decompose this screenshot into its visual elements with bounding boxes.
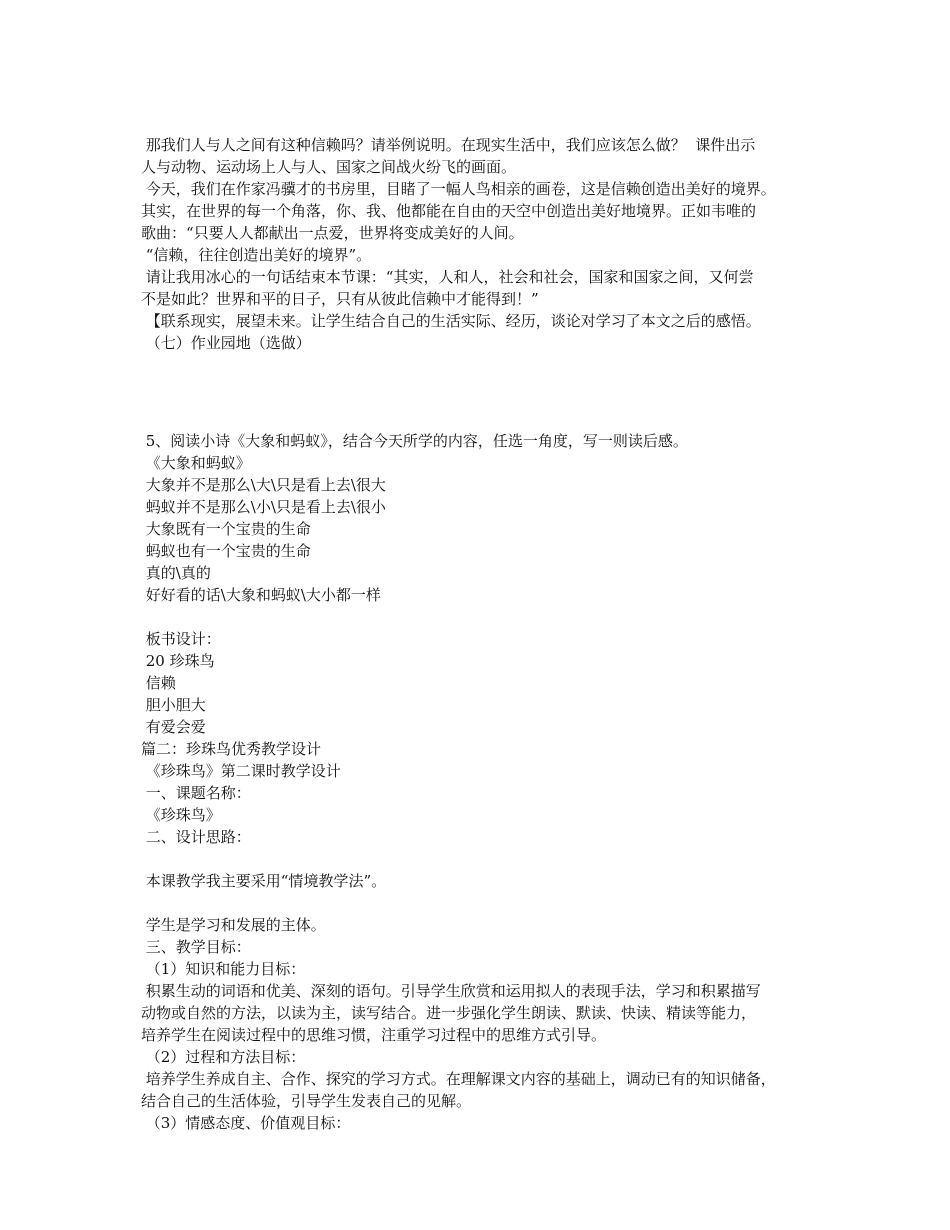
- text-line: 积累生动的词语和优美、深刻的语句。引导学生欣赏和运用拟人的表现手法，学习和积累描写: [141, 982, 761, 1000]
- poem-line: 蚂蚁并不是那么\小\只是看上去\很小: [141, 498, 386, 516]
- text-line: 其实，在世界的每一个角落，你、我、他都能在自由的天空中创造出美好地境界。正如韦唯的: [141, 202, 757, 220]
- poem-line: 真的\真的: [141, 564, 211, 582]
- text-line: 人与动物、运动场上人与人、国家之间战火纷飞的画面。: [141, 158, 517, 176]
- text-line: 本课教学我主要采用“情境教学法”。: [141, 872, 387, 890]
- text-line: 有爱会爱: [141, 718, 206, 736]
- section-heading: 二、设计思路：: [141, 828, 251, 846]
- text-line: 请让我用冰心的一句话结束本节课：“其实，人和人，社会和社会，国家和国家之间，又何尝: [141, 268, 754, 286]
- text-line: 培养学生养成自主、合作、探究的学习方式。在理解课文内容的基础上，调动已有的知识储备，: [141, 1070, 776, 1088]
- board-design-heading: 板书设计：: [141, 630, 221, 648]
- poem-line: 蚂蚁也有一个宝贵的生命: [141, 542, 311, 560]
- text-line: 20 珍珠鸟: [141, 652, 215, 670]
- poem-line: 大象既有一个宝贵的生命: [141, 520, 311, 538]
- poem-line: 大象并不是那么\大\只是看上去\很大: [141, 476, 386, 494]
- section-heading: 一、课题名称：: [141, 784, 251, 802]
- section-heading: 三、教学目标：: [141, 938, 251, 956]
- poem-line: 好好看的话\大象和蚂蚁\大小都一样: [141, 586, 381, 604]
- subsection-heading: （1）知识和能力目标：: [141, 960, 306, 978]
- text-line: 不是如此？世界和平的日子，只有从彼此信赖中才能得到！”: [141, 290, 539, 308]
- text-line: 培养学生在阅读过程中的思维习惯，注重学习过程中的思维方式引导。: [141, 1026, 607, 1044]
- text-line: 胆小胆大: [141, 696, 206, 714]
- text-line: 歌曲：“只要人人都献出一点爱，世界将变成美好的人间。: [141, 224, 524, 242]
- text-line: 结合自己的生活体验，引导学生发表自己的见解。: [141, 1092, 472, 1110]
- text-line: 学生是学习和发展的主体。: [141, 916, 326, 934]
- text-line: 《珍珠鸟》第二课时教学设计: [141, 762, 341, 780]
- section-heading: （七）作业园地（选做）: [141, 334, 311, 352]
- subsection-heading: （2）过程和方法目标：: [141, 1048, 306, 1066]
- text-line: 《珍珠鸟》: [141, 806, 221, 824]
- text-line: 今天，我们在作家冯骥才的书房里，目睹了一幅人鸟相亲的画卷，这是信赖创造出美好的境界。: [141, 180, 776, 198]
- text-line: “信赖，往往创造出美好的境界”。: [141, 246, 372, 264]
- subsection-heading: （3）情感态度、价值观目标：: [141, 1114, 351, 1132]
- text-line: 信赖: [141, 674, 176, 692]
- text-line: 5、阅读小诗《大象和蚂蚁》，结合今天所学的内容，任选一角度，写一则读后感。: [141, 432, 688, 450]
- chapter-heading: 篇二：珍珠鸟优秀教学设计: [141, 740, 322, 758]
- poem-title: 《大象和蚂蚁》: [141, 454, 251, 472]
- text-line: 【联系现实，展望未来。让学生结合自己的生活实际、经历，谈论对学习了本文之后的感悟。: [141, 312, 761, 330]
- text-line: 那我们人与人之间有这种信赖吗？请举例说明。在现实生活中，我们应该怎么做？ 课件出示: [141, 136, 756, 154]
- text-line: 动物或自然的方法，以读为主，读写结合。进一步强化学生朗读、默读、快读、精读等能力，: [141, 1004, 757, 1022]
